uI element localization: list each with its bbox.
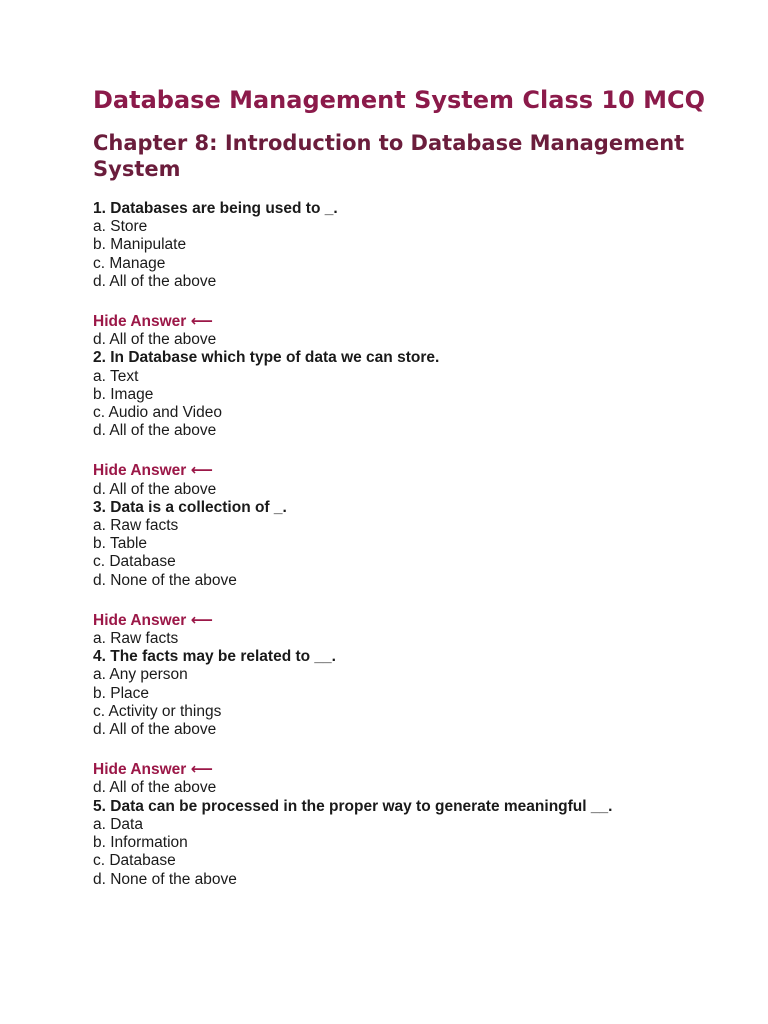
option-b: b. Place: [93, 684, 150, 702]
question-number: 5.: [93, 797, 106, 815]
question-block-4: [93, 648, 733, 797]
hide-answer-link[interactable]: Hide Answer ⟵: [93, 761, 213, 779]
option-d: d. None of the above: [93, 870, 237, 888]
question-number: 1.: [93, 200, 106, 217]
question-text: [93, 648, 733, 666]
question-stem: Databases are being used to _.: [110, 200, 338, 217]
option-c: c. Database: [93, 852, 176, 870]
option-b: b. Image: [93, 385, 154, 403]
question-stem: The facts may be related to __.: [110, 648, 336, 666]
question-text: [93, 349, 733, 367]
question-block-1: [93, 200, 733, 349]
option-c: c. Manage: [93, 254, 166, 272]
question-number: 3.: [93, 498, 106, 516]
answer-text: a. Raw facts: [93, 630, 179, 648]
option-c: c. Database: [93, 553, 176, 571]
option-c: c. Activity or things: [93, 702, 222, 720]
document-page: [93, 86, 733, 889]
answer-text: d. All of the above: [93, 331, 217, 349]
hide-answer-link[interactable]: Hide Answer ⟵: [93, 462, 213, 480]
option-b: b. Table: [93, 535, 148, 553]
question-text: [93, 798, 733, 816]
option-d: d. None of the above: [93, 571, 237, 589]
answer-text: d. All of the above: [93, 779, 217, 797]
option-a: a. Data: [93, 815, 143, 833]
question-block-5: [93, 798, 733, 889]
option-a: a. Text: [93, 367, 139, 385]
answer-text: d. All of the above: [93, 480, 217, 498]
option-a: a. Raw facts: [93, 517, 179, 535]
option-a: a. Any person: [93, 666, 188, 684]
question-number: 2.: [93, 349, 106, 367]
hide-answer-link[interactable]: Hide Answer ⟵: [93, 611, 213, 629]
option-d: d. All of the above: [93, 422, 217, 440]
hide-answer-link[interactable]: Hide Answer ⟵: [93, 313, 213, 331]
question-stem: Data can be processed in the proper way to generate meaningful __.: [110, 797, 613, 815]
option-d: d. All of the above: [93, 721, 217, 739]
chapter-heading: Chapter 8: Introduction to Database Management System: [93, 131, 685, 181]
question-stem: Data is a collection of _.: [110, 498, 287, 516]
question-text: [93, 200, 733, 218]
question-block-3: [93, 499, 733, 648]
option-a: a. Store: [93, 218, 148, 236]
option-b: b. Information: [93, 834, 188, 852]
question-block-2: [93, 349, 733, 498]
question-list: [93, 200, 733, 889]
question-stem: In Database which type of data we can store.: [110, 349, 440, 367]
question-number: 4.: [93, 648, 106, 666]
option-d: d. All of the above: [93, 272, 217, 290]
option-b: b. Manipulate: [93, 236, 187, 254]
option-c: c. Audio and Video: [93, 404, 222, 422]
question-text: [93, 499, 733, 517]
page-title: Database Management System Class 10 MCQ: [93, 86, 706, 114]
